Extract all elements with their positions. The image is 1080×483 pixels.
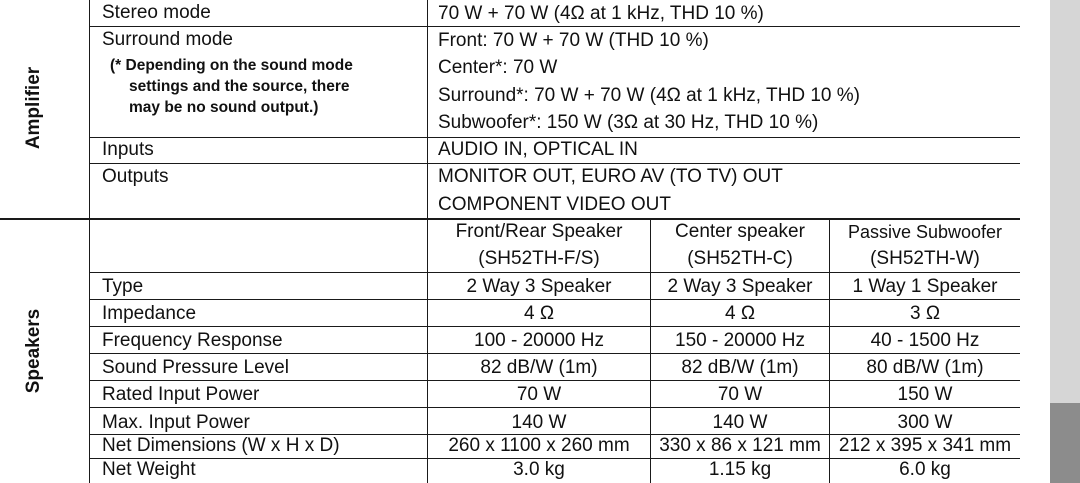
net-weight-value: 1.15 kg bbox=[708, 459, 772, 480]
front-rear-speaker-header: Front/Rear Speaker bbox=[455, 221, 623, 242]
row-divider bbox=[89, 26, 1020, 27]
passive-subwoofer-header: Passive Subwoofer bbox=[847, 222, 1003, 242]
max-input-power-value: 140 W bbox=[511, 412, 567, 433]
inputs-label: Inputs bbox=[102, 139, 154, 160]
outputs-value: MONITOR OUT, EURO AV (TO TV) OUT bbox=[438, 166, 783, 187]
surround-mode-value: Front: 70 W + 70 W (THD 10 %) bbox=[438, 30, 709, 51]
rated-input-power-value: 150 W bbox=[897, 384, 953, 405]
rated-input-power-label: Rated Input Power bbox=[102, 384, 260, 405]
rated-input-power-value: 70 W bbox=[516, 384, 562, 405]
type-value: 2 Way 3 Speaker bbox=[667, 276, 813, 297]
max-input-power-value: 140 W bbox=[712, 412, 768, 433]
frequency-response-value: 150 - 20000 Hz bbox=[675, 330, 805, 351]
surround-note-line: (* Depending on the sound mode bbox=[110, 57, 353, 74]
amplifier-section-label: Amplifier bbox=[23, 66, 44, 150]
row-divider bbox=[89, 163, 1020, 164]
impedance-value: 4 Ω bbox=[724, 303, 756, 324]
max-input-power-value: 300 W bbox=[897, 412, 953, 433]
row-divider bbox=[89, 272, 1020, 273]
speakers-section-label: Speakers bbox=[23, 308, 44, 394]
scrollbar-thumb[interactable] bbox=[1050, 403, 1080, 483]
row-divider bbox=[89, 326, 1020, 327]
surround-mode-value: Subwoofer*: 150 W (3Ω at 30 Hz, THD 10 %) bbox=[438, 112, 819, 133]
impedance-value: 3 Ω bbox=[909, 303, 941, 324]
surround-note-line: may be no sound output.) bbox=[129, 99, 319, 116]
row-divider bbox=[89, 299, 1020, 300]
sound-pressure-level-label: Sound Pressure Level bbox=[102, 357, 289, 378]
rated-input-power-value: 70 W bbox=[717, 384, 763, 405]
outputs-label: Outputs bbox=[102, 166, 169, 187]
impedance-label: Impedance bbox=[102, 303, 197, 324]
passive-subwoofer-model: (SH52TH-W) bbox=[870, 248, 980, 269]
surround-mode-value: Surround*: 70 W + 70 W (4Ω at 1 kHz, THD 10 %) bbox=[438, 85, 860, 106]
outputs-value: COMPONENT VIDEO OUT bbox=[438, 194, 671, 215]
net-dimensions-value: 212 x 395 x 341 mm bbox=[838, 435, 1012, 456]
stereo-mode-label: Stereo mode bbox=[102, 2, 211, 23]
sound-pressure-level-value: 82 dB/W (1m) bbox=[681, 357, 799, 378]
frequency-response-value: 100 - 20000 Hz bbox=[474, 330, 604, 351]
net-weight-value: 3.0 kg bbox=[513, 459, 565, 480]
impedance-value: 4 Ω bbox=[523, 303, 555, 324]
center-speaker-header: Center speaker bbox=[675, 221, 805, 242]
frequency-response-label: Frequency Response bbox=[102, 330, 283, 351]
row-divider bbox=[89, 407, 1020, 408]
row-divider bbox=[89, 353, 1020, 354]
net-weight-value: 6.0 kg bbox=[899, 459, 951, 480]
sound-pressure-level-value: 80 dB/W (1m) bbox=[866, 357, 984, 378]
surround-note-line: settings and the source, there bbox=[129, 78, 350, 95]
inputs-value: AUDIO IN, OPTICAL IN bbox=[438, 139, 638, 160]
vertical-scrollbar[interactable] bbox=[1050, 0, 1080, 483]
front-rear-speaker-model: (SH52TH-F/S) bbox=[478, 248, 600, 269]
net-dimensions-label: Net Dimensions (W x H x D) bbox=[102, 435, 340, 456]
sound-pressure-level-value: 82 dB/W (1m) bbox=[480, 357, 598, 378]
type-label: Type bbox=[102, 276, 144, 297]
label-column-border bbox=[89, 0, 90, 483]
type-value: 2 Way 3 Speaker bbox=[466, 276, 612, 297]
surround-mode-label: Surround mode bbox=[102, 29, 233, 50]
type-value: 1 Way 1 Speaker bbox=[852, 276, 998, 297]
center-speaker-model: (SH52TH-C) bbox=[687, 248, 793, 269]
row-divider bbox=[89, 137, 1020, 138]
net-dimensions-value: 330 x 86 x 121 mm bbox=[659, 435, 821, 456]
stereo-mode-value: 70 W + 70 W (4Ω at 1 kHz, THD 10 %) bbox=[438, 3, 764, 24]
surround-mode-value: Center*: 70 W bbox=[438, 57, 558, 78]
section-divider bbox=[0, 218, 1020, 220]
net-weight-label: Net Weight bbox=[102, 459, 196, 480]
row-divider bbox=[89, 380, 1020, 381]
frequency-response-value: 40 - 1500 Hz bbox=[870, 330, 980, 351]
net-dimensions-value: 260 x 1100 x 260 mm bbox=[448, 435, 630, 456]
max-input-power-label: Max. Input Power bbox=[102, 412, 250, 433]
